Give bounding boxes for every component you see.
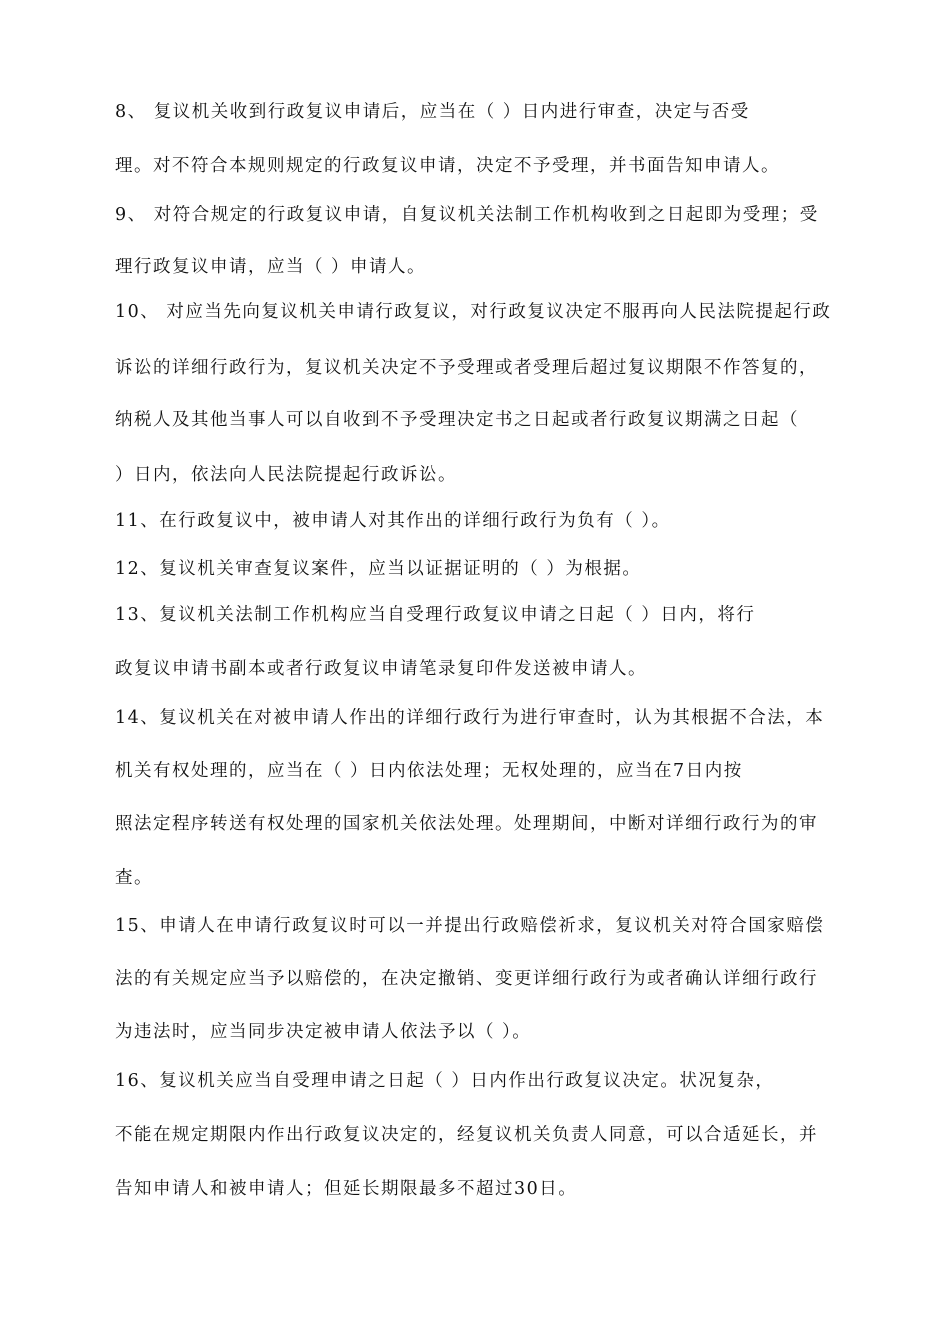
text-line: ）日内，依法向人民法院提起行政诉讼。 [115,465,457,485]
text-line: 理。对不符合本规则规定的行政复议申请，决定不予受理，并书面告知申请人。 [115,156,780,176]
text-line: 告知申请人和被申请人；但延长期限最多不超过30日。 [115,1179,578,1199]
text-line: 机关有权处理的，应当在（ ）日内依法处理；无权处理的，应当在7日内按 [115,761,743,781]
text-line: 查。 [115,868,153,888]
text-line: 11、在行政复议中，被申请人对其作出的详细行政行为负有（ ）。 [115,511,671,531]
text-line: 15、申请人在申请行政复议时可以一并提出行政赔偿祈求，复议机关对符合国家赔偿 [115,916,825,936]
text-line: 8、 复议机关收到行政复议申请后，应当在（ ）日内进行审查，决定与否受 [115,102,750,122]
text-line: 12、复议机关审查复议案件，应当以证据证明的（ ）为根据。 [115,559,642,579]
text-line: 照法定程序转送有权处理的国家机关依法处理。处理期间，中断对详细行政行为的审 [115,814,818,834]
text-line: 诉讼的详细行政行为，复议机关决定不予受理或者受理后超过复议期限不作答复的， [115,358,818,378]
text-line: 9、 对符合规定的行政复议申请，自复议机关法制工作机构收到之日起即为受理；受 [115,205,819,225]
text-line: 纳税人及其他当事人可以自收到不予受理决定书之日起或者行政复议期满之日起（ [115,410,799,430]
text-line: 16、复议机关应当自受理申请之日起（ ）日内作出行政复议决定。状况复杂， [115,1071,775,1091]
text-line: 理行政复议申请，应当（ ）申请人。 [115,257,427,277]
text-line: 10、 对应当先向复议机关申请行政复议，对行政复议决定不服再向人民法院提起行政 [115,302,832,322]
text-line: 法的有关规定应当予以赔偿的，在决定撤销、变更详细行政行为或者确认详细行政行 [115,969,818,989]
text-line: 14、复议机关在对被申请人作出的详细行政行为进行审查时，认为其根据不合法，本 [115,708,825,728]
text-line: 13、复议机关法制工作机构应当自受理行政复议申请之日起（ ）日内，将行 [115,605,756,625]
text-line: 政复议申请书副本或者行政复议申请笔录复印件发送被申请人。 [115,659,647,679]
text-line: 为违法时，应当同步决定被申请人依法予以（ ）。 [115,1022,532,1042]
text-line: 不能在规定期限内作出行政复议决定的，经复议机关负责人同意，可以合适延长，并 [115,1125,818,1145]
